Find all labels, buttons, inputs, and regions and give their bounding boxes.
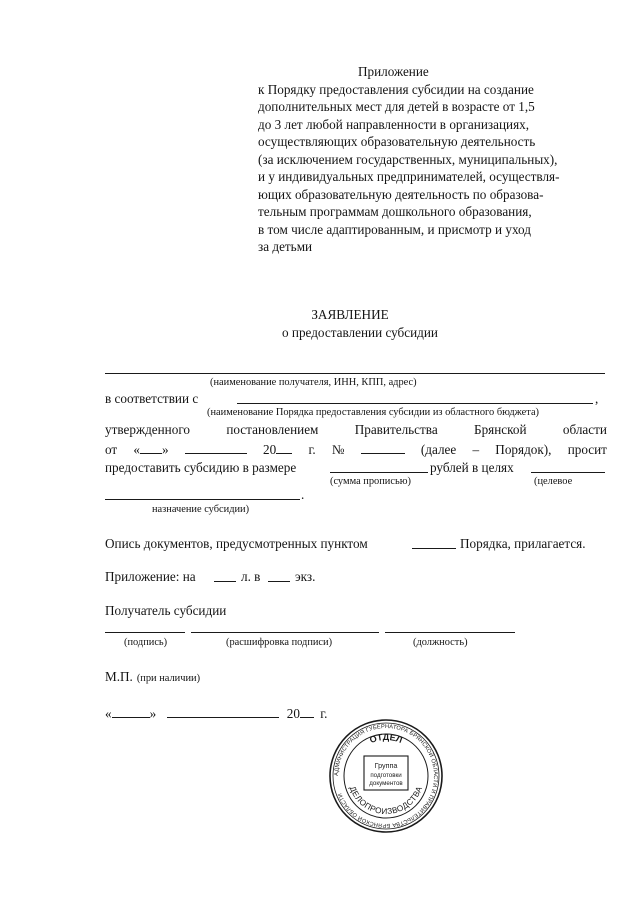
document-subtitle: о предоставлении субсидии xyxy=(282,325,438,340)
approved-line xyxy=(105,421,607,438)
purpose-hint: (целевое xyxy=(534,476,573,487)
purpose-hint-2: назначение субсидии) xyxy=(152,504,250,515)
accordance-comma: , xyxy=(595,391,599,406)
recipient-hint: (наименование получателя, ИНН, КПП, адрес) xyxy=(210,377,417,388)
signature-hint: (подпись) xyxy=(124,637,168,648)
procedure-hint: (наименование Порядка предоставления субсидии из областного бюджета) xyxy=(207,407,540,418)
attachment-sheets-input[interactable] xyxy=(214,581,236,582)
accordance-label: в соответствии с xyxy=(105,391,199,406)
inventory-text: Опись документов, предусмотренных пунктом xyxy=(105,536,368,551)
day-field: « » xyxy=(133,442,169,457)
inventory-point-input[interactable] xyxy=(412,548,456,549)
stamp-outer-text: АДМИНИСТРАЦИЯ ГУБЕРНАТОРА БРЯНСКОЙ ОБЛАСТИ И ПРАВИТЕЛЬСТВА БРЯНСКОЙ ОБЛАСТИ xyxy=(333,723,439,829)
appendix-line: ющих образовательную деятельность по образова- xyxy=(258,187,544,202)
appendix-line: и у индивидуальных предпринимателей, осуществля- xyxy=(258,169,560,184)
appendix-line: дополнительных мест для детей в возрасте от 1,5 xyxy=(258,99,535,114)
purpose-period: . xyxy=(301,487,305,502)
day-input[interactable] xyxy=(140,441,162,454)
approved-word: постановлением xyxy=(226,422,319,437)
purpose-continuation-input[interactable] xyxy=(105,499,300,500)
appendix-title: Приложение xyxy=(358,64,429,79)
final-month-input[interactable] xyxy=(167,705,279,718)
amount-hint: (сумма прописью) xyxy=(330,476,411,487)
approved-word: Брянской xyxy=(474,422,527,437)
year-suffix: г. xyxy=(308,442,316,457)
attachment-mid: л. в xyxy=(241,569,261,584)
stamp-upper-text: ОТДЕЛ xyxy=(368,731,404,746)
rubles-label: рублей в целях xyxy=(430,460,514,475)
approved-word: области xyxy=(562,422,607,437)
official-stamp xyxy=(328,718,444,834)
amount-input[interactable] xyxy=(330,472,428,473)
attachment-label: Приложение: на xyxy=(105,569,196,584)
approved-word: Правительства xyxy=(354,422,438,437)
signature-input[interactable] xyxy=(105,632,185,633)
poryadok-text: Порядок), xyxy=(495,442,552,457)
appendix-line: в том числе адаптированным, и присмотр и уход xyxy=(258,222,531,237)
stamp-center-line: документов xyxy=(369,780,403,787)
final-year-input[interactable] xyxy=(300,705,314,718)
dalee-text: (далее xyxy=(420,442,457,457)
appendix-line: за детьми xyxy=(258,239,313,254)
amount-label: предоставить субсидию в размере xyxy=(105,460,297,475)
stamp-lower-text: ДЕЛОПРОИЗВОДСТВА xyxy=(347,784,425,817)
number-input[interactable] xyxy=(361,441,405,454)
approved-word: утвержденного xyxy=(105,422,191,437)
position-input[interactable] xyxy=(385,632,515,633)
recipient-line[interactable] xyxy=(105,373,605,374)
attachment-suffix: экз. xyxy=(295,569,316,584)
recipient-label: Получатель субсидии xyxy=(105,603,227,618)
stamp-center-line: Группа xyxy=(374,761,398,770)
purpose-input[interactable] xyxy=(531,472,605,473)
document-title: ЗАЯВЛЕНИЕ xyxy=(311,307,389,322)
appendix-line: до 3 лет любой направленности в организациях, xyxy=(258,117,530,132)
mp-hint: (при наличии) xyxy=(136,673,201,684)
decoding-input[interactable] xyxy=(191,632,379,633)
final-date: « » 20 г. xyxy=(105,706,328,721)
year-field: 20 xyxy=(263,441,292,458)
procedure-line[interactable] xyxy=(237,403,593,404)
decoding-hint: (расшифровка подписи) xyxy=(226,637,333,648)
number-sign: № xyxy=(331,442,345,457)
final-day-input[interactable] xyxy=(112,705,150,718)
position-hint: (должность) xyxy=(413,637,468,648)
year-input[interactable] xyxy=(276,441,292,454)
appendix-line: тельным программам дошкольного образования, xyxy=(258,204,532,219)
prosit-text: просит xyxy=(567,442,607,457)
dash-text: – xyxy=(472,442,480,457)
stamp-center-line: подготовки xyxy=(370,772,402,779)
mp-block xyxy=(105,668,200,686)
appendix-line: осуществляющих образовательную деятельность xyxy=(258,134,536,149)
resolution-date-line xyxy=(105,441,607,458)
mp-label: М.П. xyxy=(105,669,133,684)
attachment-copies-input[interactable] xyxy=(268,581,290,582)
from-label: от xyxy=(105,442,118,457)
inventory-suffix: Порядка, прилагается. xyxy=(460,536,586,551)
month-input[interactable] xyxy=(185,441,247,454)
appendix-line: (за исключением государственных, муниципальных), xyxy=(258,152,558,167)
appendix-line: к Порядку предоставления субсидии на создание xyxy=(258,82,534,97)
